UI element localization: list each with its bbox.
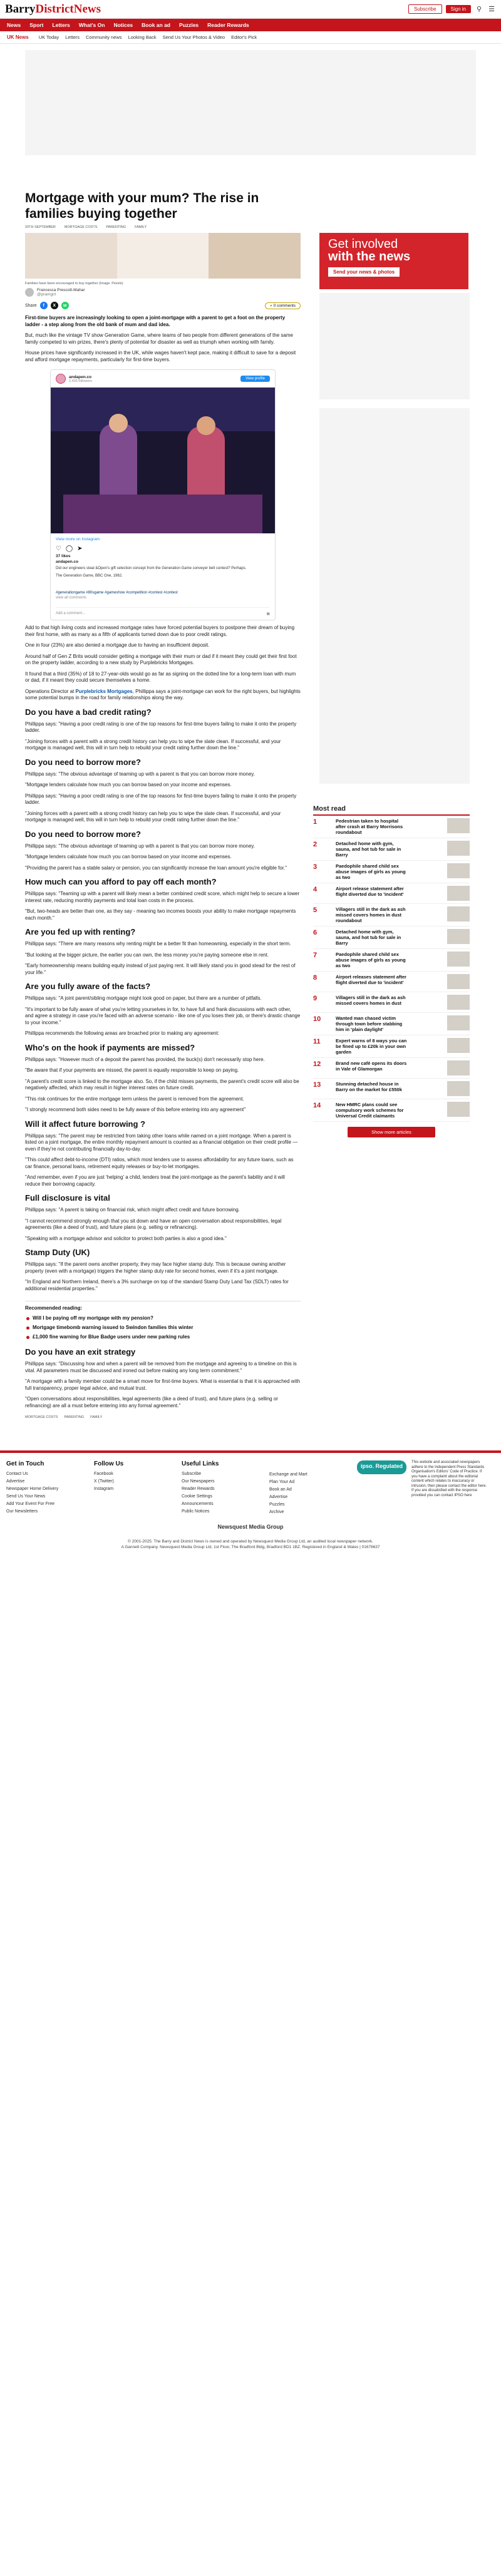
footer-link[interactable]: Newspaper Home Delivery [6,1487,59,1491]
paragraph-text: Operations Director at [25,688,76,694]
most-read-item[interactable] [313,949,470,972]
comments-count: 0 comments [273,303,296,308]
nav-item[interactable]: Sport [29,22,44,28]
article-hero-image [25,233,301,279]
section-heading: Are you fed up with renting? [25,927,136,936]
section-heading: Do you need to borrow more? [25,757,141,767]
paragraph: "In England and Northern Ireland, there's a 3% surcharge on top of the standard Stamp Duty Land Tax (SDLT) rates for additional residential properties." [25,1279,289,1291]
most-read-item[interactable] [313,972,470,992]
paragraph: "Mortgage lenders calculate how much you can borrow based on your income and expenses. [25,782,232,788]
most-read-thumbnail[interactable] [447,886,470,901]
topic-tag[interactable]: FAMILY [135,225,147,229]
most-read-headline[interactable]: Villagers still in the dark as ash missed covers homes in dust roundabout [336,906,406,923]
nav-item[interactable]: What's On [78,22,105,28]
paragraph: Phillippa says: "A parent is taking on financial risk, which might affect credit and future borrowing. [25,1207,240,1213]
newsquest-logo[interactable]: Newsquest Media Group [217,1524,284,1530]
post-author[interactable]: andapen.co [56,560,79,564]
facebook-icon[interactable]: f [40,302,48,309]
nav-item[interactable]: Notices [113,22,133,28]
nav-item[interactable]: Reader Rewards [207,22,249,28]
footer-link[interactable]: Send Us Your News [6,1494,46,1499]
promo-line-2: with the news [328,250,411,264]
most-read-thumbnail[interactable] [447,995,470,1010]
paragraph: It found that a third (35%) of 18 to 27-year-olds would go as far as signing on the dotted line for a long-term loan with mum or dad, if it meant they could secure themselves a home. [25,670,296,683]
x-icon[interactable]: X [51,302,58,309]
footer-link[interactable]: Archive [269,1510,284,1514]
paragraph: "Early homeownership means building equity instead of just paying rent. It will likely stand you in good stead for the rest of your life." [25,963,296,975]
paragraph: Phillippa says: "If the parent owns another property, they may face higher stamp duty. This is because owning another property (even with a mortgage) triggers the higher stamp duty rate for second homes, even if it's a joint mortgage. [25,1261,286,1274]
most-read-number: 1 [313,818,318,826]
most-read-number: 11 [313,1038,321,1045]
most-read-headline[interactable]: Airport releases statement after flight diverted due to 'incident' [336,974,406,985]
most-read-number: 4 [313,886,318,893]
search-icon[interactable]: ⚲ [476,6,482,13]
section-heading: Do you have a bad credit rating? [25,707,152,717]
share-icon[interactable]: ➤ [77,545,83,552]
paragraph: Phillippa says: "The obvious advantage of teaming up with a parent is that you can borrow more money. [25,843,255,849]
most-read-number: 6 [313,929,318,936]
footer-link[interactable]: Puzzles [269,1502,285,1507]
most-read-number: 8 [313,974,318,982]
section-heading: Will it affect future borrowing ? [25,1119,145,1129]
get-involved-promo[interactable] [319,233,468,289]
image-panel [25,233,117,279]
footer-link[interactable]: Advertise [269,1495,288,1499]
paragraph: Phillippa says: "A joint parent/sibling mortgage might look good on paper, but there are a number of pitfalls. [25,995,262,1001]
topic-tag[interactable]: FAMILY [90,1415,103,1419]
nav-item[interactable]: Puzzles [178,22,199,28]
paragraph: Phillippa says: "Having a poor credit rating is one of the top reasons for first-time buyers failing to make it onto the property ladder. [25,721,297,733]
most-read-item[interactable] [313,816,470,838]
instagram-icon[interactable]: ▣ [266,612,270,616]
footer-col-more-links [269,1460,357,1516]
footer-link[interactable]: Our Newspapers [182,1479,215,1484]
most-read-headline[interactable]: Expert warns of 8 ways you can be fined up to £20k in your own garden [336,1038,407,1055]
add-comment-field[interactable] [56,607,270,616]
most-read-number: 3 [313,863,318,871]
advert-slot [319,408,470,784]
most-read-thumbnail[interactable] [447,1060,470,1075]
instagram-photo[interactable] [51,387,275,533]
paragraph: "Joining forces with a parent with a strong credit history can help you to wipe the slate clean. If successful, and your mortgage is managed well, this will in turn help to rebuild your credit rating further down the line." [25,738,281,751]
footer-link[interactable]: Add Your Event For Free [6,1502,55,1506]
footer-link[interactable]: Facebook [94,1472,113,1476]
footer-col-useful-links [182,1460,269,1516]
main-navigation [0,19,501,31]
send-news-button[interactable]: Send your news & photos [328,267,400,277]
most-read-number: 10 [313,1015,321,1023]
most-read-headline[interactable]: New HMRC plans could see compulsory work schemes for Universal Credit claimants [336,1102,404,1119]
likes-count: 37 likes [56,554,71,558]
section-heading: Do you need to borrow more? [25,829,141,839]
article-meta [25,225,476,229]
article-tags-bottom [25,1415,301,1419]
most-read-item[interactable] [313,904,470,926]
most-read-thumbnail[interactable] [447,974,470,989]
most-read-headline[interactable]: Brand new café opens its doors in Vale of Glamorgan [336,1060,407,1072]
article-body-column [25,233,301,1419]
paragraph: Phillippa says: "Having a poor credit rating is one of the top reasons for first-time buyers failing to make it onto the property ladder. [25,793,297,805]
most-read-number: 5 [313,906,318,914]
footer-link[interactable]: Plan Your Ad [269,1480,295,1484]
recommended-link[interactable]: Mortgage timebomb warning issued to Swindon families this winter [25,1323,301,1332]
view-all-comments[interactable]: view all comments [56,596,87,600]
add-comment-placeholder: Add a comment... [56,612,86,615]
most-read-thumbnail[interactable] [447,1102,470,1117]
footer-heading: Useful Links [182,1460,219,1467]
footer-link[interactable]: Announcements [182,1502,214,1506]
paragraph: "Joining forces with a parent with a strong credit history can help you to wipe the slate clean. If successful, and your mortgage is managed well, this will in turn help to rebuild your credit rating further down the line." [25,810,281,823]
most-read-headline[interactable]: Detached home with gym, sauna, and hot tub for sale in Barry [336,841,401,858]
sign-in-button[interactable]: Sign in [446,5,471,13]
view-profile-button[interactable]: View profile [240,376,270,382]
footer-col-get-in-touch [6,1460,94,1516]
subnav-item[interactable]: Letters [65,34,80,40]
lead-paragraph: First-time buyers are increasingly looking to open a joint-mortgage with a parent to get a foot on the property ladder - a step along from the old bank of mum and dad idea. [25,315,286,327]
comments-button[interactable] [265,302,301,309]
post-hashtags[interactable]: #generationgame #80sgame #gameshow #competition #contest #contest [56,591,178,595]
site-footer [0,1450,501,1563]
recommended-link[interactable]: £1,000 fine warning for Blue Badge users under new parking rules [25,1332,301,1342]
most-read-item[interactable] [313,861,470,883]
section-heading: Are you fully aware of the facts? [25,982,151,991]
image-panel [117,233,209,279]
most-read-item[interactable] [313,926,470,949]
author-avatar [25,288,34,297]
paragraph: "A parent's credit score is linked to the mortgage also. So, if the child misses payments, the parent's credit score will also be negatively affected, which may result in higher interest rates on future credit. [25,1078,299,1090]
most-read-title: Most read [313,805,470,816]
subnav-item[interactable]: UK Today [38,34,59,40]
most-read-headline[interactable]: Pedestrian taken to hospital after crash at Barry Morrisons roundabout [336,818,403,835]
article-text [25,625,301,1292]
recommended-reading [25,1301,301,1342]
subnav-section-title[interactable]: UK News [7,34,29,40]
section-heading: Full disclosure is vital [25,1193,110,1203]
image-panel [209,233,301,279]
paragraph: Phillippa says: "Teaming up with a parent will likely mean a better combined credit score, which might help to secure a lower interest rate, reducing monthly payments and total loan costs in the process. [25,891,300,903]
paragraph: "A mortgage with a family member could be a smart move for first-time buyers. What is essential is that it is approached with full transparency, proper legal advice, and mutual trust. [25,1378,301,1391]
author-name[interactable]: Francesca Prescott-Mahar [37,288,85,292]
logo-text-b: DistrictNews [35,2,101,16]
most-read-thumbnail[interactable] [447,906,470,921]
most-read-thumbnail[interactable] [447,952,470,967]
paragraph: Phillippa says: "Discussing how and when a parent will be removed from the mortgage and agreeing to a timeline on this is vital. All parameters must be discussed and ironed out before making any long term commitment." [25,1361,297,1373]
most-read-headline[interactable]: Wanted man chased victim through town before stabbing him in 'plain daylight' [336,1015,403,1032]
most-read-item[interactable] [313,1058,470,1079]
paragraph: But, much like the vintage TV show Generation Game, where teams of two people from different generations of the same family competed to win prizes, there's plenty of potential for disaster as well as triumph when working with family. [25,332,293,345]
show-more-button[interactable]: Show more articles [348,1127,435,1137]
comment-icon: ● [269,303,274,308]
most-read-thumbnail[interactable] [447,1081,470,1096]
most-read-thumbnail[interactable] [447,818,470,833]
most-read-headline[interactable]: Stunning detached house in Barry on the market for £550k [336,1081,402,1092]
ipso-block [357,1460,488,1516]
copyright-line: © 2001-2025. The Barry and District News is owned and operated by Newsquest Media Group Ltd, an audited local newspaper network. [128,1539,373,1544]
view-more-link[interactable]: View more on Instagram [56,537,100,541]
instagram-username[interactable]: andapen.co [69,374,92,379]
most-read-item[interactable] [313,1013,470,1035]
paragraph: Phillippa says: "There are many reasons why renting might be a better fit than homeowning, especially in the short term. [25,941,291,947]
paragraph: "This could affect debt-to-income (DTI) ratios, which most lenders use to assess affordability for any future loans, such as car finance, personal loans, retirement equity releases or buy-to-let mortgages. [25,1157,294,1169]
recommended-link[interactable]: Will I be paying off my mortgage with my pension? [25,1313,301,1323]
most-read-headline[interactable]: Paedophile shared child sex abuse images of girls as young as two [336,952,406,968]
most-read-item[interactable] [313,992,470,1013]
sidebar [313,233,476,1419]
topic-tag[interactable]: PARENTING [106,225,127,229]
paragraph: "Providing the parent has a stable salary or pension, you can significantly increase the loan amount you're eligible for." [25,865,287,871]
paragraph: Around half of Gen Z Brits would consider getting a mortgage with their mum or dad if it meant they could get their first foot on the property ladder, according to a new study by Purplebricks Mortgages. [25,653,297,665]
promo-line-1: Get involved [328,237,398,251]
section-heading: Do you have an exit strategy [25,1347,136,1357]
nav-item[interactable]: Letters [52,22,70,28]
post-caption-2: The Generation Game, BBC One, 1982. [56,573,123,578]
paragraph: House prices have significantly increased in the UK, while wages haven't kept pace, making it difficult to save for a deposit and afford mortgage repayments, particularly for first-time buyers. [25,350,296,362]
address-line: A Gannett Company. Newsquest Media Group Ltd, 1st Floor, The Bradford Bldg, Bradford BD1 1BZ. Registered in England & Wales | 01676637 [121,1545,380,1549]
footer-link[interactable]: Instagram [94,1487,114,1491]
paragraph: Phillippa says: "The obvious advantage of teaming up with a parent is that you can borrow more money. [25,771,255,777]
logo-text-a: Barry [5,2,36,16]
paragraph: Phillippa recommends the following areas are broached prior to making any agreement: [25,1030,219,1036]
paragraph: "But looking at the bigger picture, the earlier you can own, the less money you're paying someone else in rent. [25,952,269,958]
most-read-item[interactable] [313,1099,470,1122]
most-read-headline[interactable]: Paedophile shared child sex abuse images of girls as young as two [336,863,406,880]
footer-heading: Follow Us [94,1460,124,1467]
paragraph: "Be aware that if your payments are missed, the parent is equally responsible to keep on paying. [25,1067,239,1073]
paragraph: "I cannot recommend strongly enough that you sit down and have an open conversation about responsibilities, legal agreements (like a deed of trust), and future plans (e.g. selling or refinancing). [25,1218,282,1230]
most-read-item[interactable] [313,1079,470,1099]
instagram-avatar[interactable] [56,374,66,384]
share-label: Share [25,303,37,308]
most-read-number: 13 [313,1081,321,1089]
article-text [25,315,301,363]
paragraph: One in four (23%) are also denied a mortgage due to having an insufficient deposit. [25,642,210,648]
most-read-item[interactable] [313,838,470,861]
copyright [0,1539,501,1550]
most-read-headline[interactable]: Airport release statement after flight diverted due to 'incident' [336,886,404,897]
ipso-text: This website and associated newspapers adhere to the Independent Press Standards Organisation's Editors' Code of Practice. If you have a complaint about the editorial content which relates to inaccuracy or intrusion, then please contact the editor here. If you are dissatisfied with the response provided you can contact IPSO here [411,1460,487,1497]
paragraph: "Mortgage lenders calculate how much you can borrow based on your income and expenses. [25,854,232,860]
most-read-item[interactable] [313,883,470,904]
byline [25,288,301,297]
footer-heading: Get in Touch [6,1460,44,1467]
topic-tag[interactable]: MORTGAGE COSTS [64,225,98,229]
section-heading: Stamp Duty (UK) [25,1248,90,1257]
footer-link[interactable]: X (Twitter) [94,1479,114,1484]
section-heading: Who's on the hook if payments are missed? [25,1042,195,1052]
most-read-headline[interactable]: Villagers still in the dark as ash missed covers homes in dust [336,995,406,1006]
subnav-item[interactable]: Send Us Your Photos & Video [162,34,225,40]
instagram-followers: 2,435 followers [69,379,92,383]
paragraph: "I strongly recommend both sides need to be fully aware of this before entering into any agreement" [25,1107,246,1112]
most-read-thumbnail[interactable] [447,1015,470,1030]
nav-item[interactable]: News [7,22,21,28]
nav-item[interactable]: Book an ad [142,22,170,28]
most-read-number: 14 [313,1102,321,1109]
subnav-item[interactable]: Editor's Pick [231,34,257,40]
subnav-item[interactable]: Community news [86,34,122,40]
subnav-item[interactable]: Looking Back [128,34,157,40]
article-headline: Mortgage with your mum? The rise in families buying together [25,191,259,221]
sub-navigation [0,31,501,44]
footer-link[interactable]: Cookie Settings [182,1494,213,1499]
most-read-number: 7 [313,952,318,959]
footer-link[interactable]: Subscribe [182,1472,202,1476]
paragraph: Phillippa says: "However much of a deposit the parent has provided, the buck(s) don't necessarily stop here. [25,1056,265,1062]
paragraph: "Speaking with a mortgage advisor and solicitor to protect both parties is also a good idea." [25,1235,227,1241]
most-read-number: 2 [313,841,318,848]
paragraph: Phillippa says: "The parent may be restricted from taking other loans while named on a joint mortgage. When a parent is listed on a joint mortgage, the entire monthly repayment amount is counted as a financial obligation on their credit profile — even if they're not contributing financially day-to-day. [25,1132,298,1152]
topic-tag[interactable]: MORTGAGE COSTS [25,1415,58,1419]
heart-icon[interactable]: ♡ [56,545,61,552]
paragraph [25,689,301,702]
share-bar [25,300,301,310]
advert-slot-top [25,50,476,155]
paragraph: "This risk continues for the entire mortgage term unless the parent is removed from the agreement. [25,1096,244,1102]
paragraph: "And remember, even if you are just 'helping' a child, lenders treat the joint-mortgage as the parent's liability and it will reduce their borrowing capacity. [25,1174,285,1187]
article-text [25,1347,301,1409]
menu-icon[interactable]: ☰ [488,6,495,13]
footer-link[interactable]: Exchange and Mart [269,1472,307,1477]
footer-link[interactable]: Public Notices [182,1509,210,1514]
most-read-headline[interactable]: Detached home with gym, sauna, and hot tub for sale in Barry [336,929,401,946]
paragraph: "It's important to be fully aware of what you're letting yourselves in for, to have full and frank discussions with each other, and agree a strategy in case you're faced with an adverse scenario - like one of you loses their job, or there's drastic change to your income." [25,1006,301,1025]
paragraph: "But, two-heads are better than one, as they say - meaning two incomes boosts your ability to make mortgage repayments each month." [25,908,296,921]
inline-link[interactable]: Purplebricks Mortgages [75,688,133,694]
most-read-thumbnail[interactable] [447,1038,470,1053]
footer-link[interactable]: Advertise [6,1479,25,1484]
footer-col-follow-us [94,1460,182,1516]
image-caption: Families have been encouraged to buy together (Image: Pexels) [25,282,123,285]
site-logo[interactable] [5,3,101,16]
instagram-embed [50,369,276,620]
most-read-number: 12 [313,1060,321,1068]
whatsapp-icon[interactable]: w [61,302,69,309]
top-bar [0,0,501,19]
post-caption: Did our engineers steal &Open's gift selection concept from the Generation Game conveyer belt contest? Perhaps. [56,567,247,570]
footer-link[interactable]: Reader Rewards [182,1487,215,1491]
paragraph-text: , Phillippa says a joint-mortgage can work for the right buyers, but highlights some potential bumps in the road for family relationships along the way. [25,688,301,700]
most-read-thumbnail[interactable] [447,863,470,878]
most-read-item[interactable] [313,1035,470,1058]
footer-link[interactable]: Book an Ad [269,1487,292,1492]
ipso-badge[interactable]: ipso. Regulated [357,1460,406,1474]
footer-link[interactable]: Contact Us [6,1472,28,1476]
most-read-number: 9 [313,995,318,1002]
author-handle[interactable]: @pramgirl [37,292,56,297]
footer-link[interactable]: Our Newsletters [6,1509,38,1514]
paragraph: "Open conversations about responsibilities, legal agreements (like a deed of trust), and future plans (e.g. selling or refinancing) are all a must before entering into any formal agreement." [25,1396,278,1409]
article-date: 20TH SEPTEMBER [25,225,56,229]
recommended-title: Recommended reading: [25,1305,83,1311]
section-heading: How much can you afford to pay off each month? [25,877,217,886]
advert-slot [319,293,470,399]
subscribe-button[interactable]: Subscribe [408,4,442,14]
comment-icon[interactable]: ◯ [65,545,73,552]
most-read-thumbnail[interactable] [447,841,470,856]
topic-tag[interactable]: PARENTING [64,1415,85,1419]
most-read-thumbnail[interactable] [447,929,470,944]
most-read [313,805,476,1137]
paragraph: Add to that high living costs and increased mortgage rates have forced potential buyers to postpone their dream of buying their first home, with as many as a fifth of applicants turned down due to poor credit ratings. [25,625,295,637]
